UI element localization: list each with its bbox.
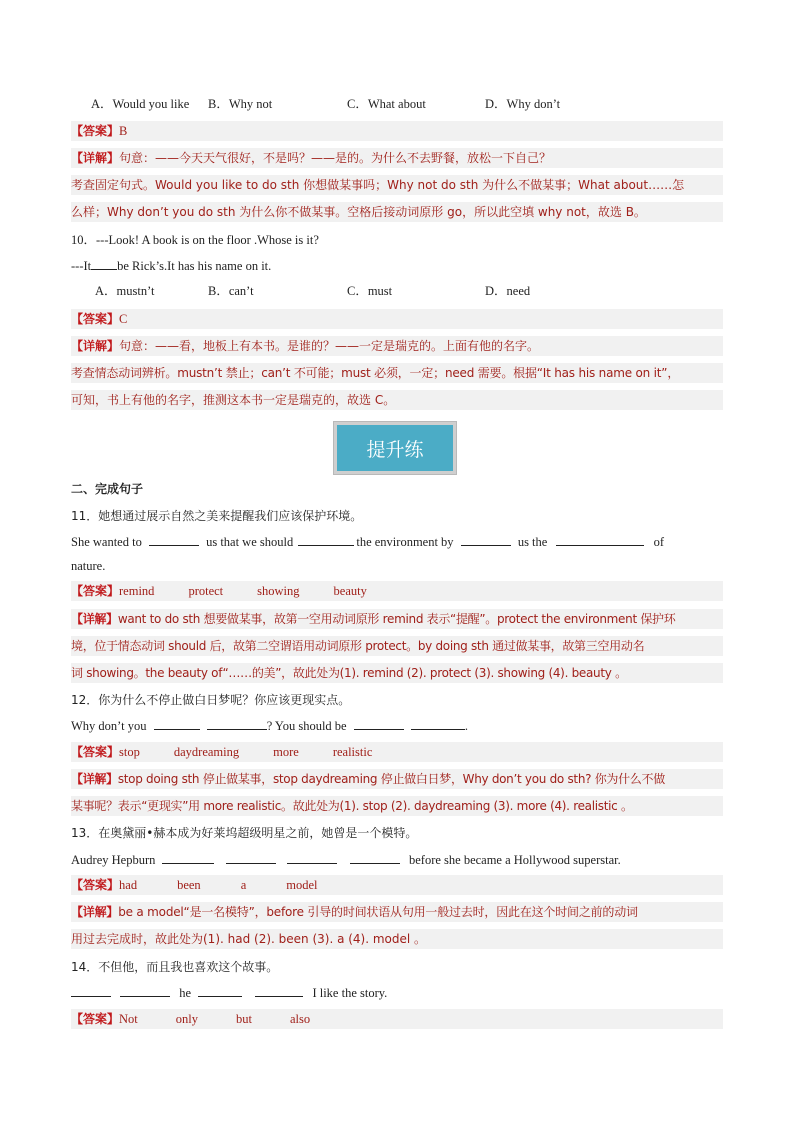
detail-label: 【详解】 (71, 772, 118, 786)
blank (298, 533, 354, 546)
blank (71, 984, 111, 997)
blank (226, 851, 276, 864)
blank (461, 533, 511, 546)
detail-label: 【详解】 (71, 339, 120, 353)
q11-chinese: 11．她想通过展示自然之美来提醒我们应该保护环境。 (71, 509, 363, 523)
detail-label: 【详解】 (71, 151, 120, 165)
q10-detail-1 (71, 336, 723, 356)
q13-chinese: 13．在奥黛丽•赫本成为好莱坞超级明星之前，她曾是一个模特。 (71, 826, 418, 840)
q13-answer (71, 875, 723, 895)
stem-text: Audrey Hepburn (71, 853, 156, 867)
q9-option-b: B．Why not (208, 97, 273, 111)
q11-english-2: nature. (71, 559, 106, 573)
q13-detail-1 (71, 902, 723, 922)
q11-detail-1 (71, 609, 723, 629)
q12-detail-1 (71, 769, 723, 789)
answer-word: beauty (333, 584, 367, 598)
blank (411, 717, 465, 730)
detail-text: be a model“是一名模特”，before 引导的时间状语从句用一般过去时，因此在这个时间之前的动词 (118, 905, 638, 919)
answer-value: C (119, 312, 128, 326)
q12-english (71, 716, 723, 736)
blank (154, 717, 200, 730)
stem-text: I like the story. (312, 986, 388, 1000)
section-heading: 二、完成句子 (71, 482, 144, 496)
q10-stem-1: 10．---Look! A book is on the floor .Whose is it? (71, 233, 319, 247)
blank (162, 851, 214, 864)
answer-word: protect (188, 584, 224, 598)
answer-word: daydreaming (173, 745, 240, 759)
answer-label: 【答案】 (71, 124, 120, 138)
answer-word: had (119, 878, 138, 892)
blank (287, 851, 337, 864)
q10-answer (71, 309, 723, 329)
answer-word: realistic (332, 745, 373, 759)
q11-answer (71, 581, 723, 601)
answer-value: B (119, 124, 128, 138)
answer-word: only (175, 1012, 198, 1026)
q9-option-c: C．What about (347, 97, 426, 111)
q11-detail-3: 词 showing。the beauty of“……的美”，故此处为(1). remind (2). protect (3). showing (4). beauty 。 (71, 663, 723, 683)
blank (149, 533, 199, 546)
stem-text: She wanted to (71, 535, 142, 549)
answer-word: been (177, 878, 201, 892)
stem-text: us that we should (206, 535, 294, 549)
answer-word: showing (257, 584, 300, 598)
q13-detail-2: 用过去完成时，故此处为(1). had (2). been (3). a (4). model 。 (71, 929, 723, 949)
answer-word: also (289, 1012, 311, 1026)
answer-label: 【答案】 (71, 584, 120, 598)
q9-detail-3: 么样；Why don’t you do sth 为什么你不做某事。空格后接动词原形 go，所以此空填 why not，故选 B。 (71, 202, 723, 222)
answer-label: 【答案】 (71, 878, 120, 892)
blank (91, 257, 117, 270)
stem-text: Why don’t you (71, 719, 147, 733)
blank (198, 984, 242, 997)
q12-detail-2: 某事呢？表示“更现实”用 more realistic。故此处为(1). stop (2). daydreaming (3). more (4). realistic 。 (71, 796, 723, 816)
stem-text: be Rick’s.It has his name on it. (117, 259, 272, 273)
detail-text: want to do sth 想要做某事，故第一空用动词原形 remind 表示“提醒”。protect the environment 保护环 (117, 612, 676, 626)
answer-word: a (240, 878, 247, 892)
detail-label: 【详解】 (71, 612, 118, 626)
q9-detail-2: 考查固定句式。Would you like to do sth 你想做某事吗；Why not do sth 为什么不做某事；What about……怎 (71, 175, 723, 195)
q9-option-a: A．Would you like (91, 97, 190, 111)
blank (556, 533, 644, 546)
answer-word: but (236, 1012, 252, 1026)
q10-option-b: B．can’t (208, 284, 254, 298)
answer-word: stop (119, 745, 140, 759)
blank (255, 984, 303, 997)
q9-option-d: D．Why don’t (485, 97, 561, 111)
q12-chinese: 12．你为什么不停止做白日梦呢？你应该更现实点。 (71, 693, 351, 707)
detail-text: stop doing sth 停止做某事，stop daydreaming 停止做白日梦，Why don’t you do sth? 你为什么不做 (117, 772, 665, 786)
q11-english (71, 532, 723, 552)
q14-english (71, 983, 723, 1003)
q10-option-a: A．mustn’t (95, 284, 155, 298)
answer-label: 【答案】 (71, 745, 120, 759)
q14-answer (71, 1009, 723, 1029)
q11-detail-2: 境，位于情态动词 should 后，故第二空谓语用动词原形 protect。by doing sth 通过做某事，故第三空用动名 (71, 636, 723, 656)
q10-detail-2: 考查情态动词辨析。mustn’t 禁止；can’t 不可能；must 必须，一定；need 需要。根据“It has his name on it”， (71, 363, 723, 383)
detail-text: 句意：——看，地板上有本书。是谁的？——一定是瑞克的。上面有他的名字。 (119, 339, 540, 353)
blank (350, 851, 400, 864)
section-banner: 提升练 (334, 422, 456, 474)
stem-text: ? You should be (266, 719, 347, 733)
blank (207, 717, 267, 730)
answer-word: remind (119, 584, 155, 598)
stem-text: us the (517, 535, 548, 549)
stem-text: he (179, 986, 192, 1000)
q10-option-c: C．must (347, 284, 393, 298)
stem-text: of (653, 535, 664, 549)
detail-text: 句意：——今天天气很好，不是吗？——是的。为什么不去野餐，放松一下自己？ (119, 151, 552, 165)
q10-stem-2 (71, 256, 723, 276)
q10-detail-3: 可知，书上有他的名字，推测这本书一定是瑞克的，故选 C。 (71, 390, 723, 410)
q9-detail-1 (71, 148, 723, 168)
answer-word: Not (119, 1012, 138, 1026)
q14-chinese: 14．不但他，而且我也喜欢这个故事。 (71, 960, 279, 974)
answer-label: 【答案】 (71, 312, 120, 326)
answer-word: model (286, 878, 318, 892)
answer-word: more (273, 745, 299, 759)
stem-text: the environment by (356, 535, 454, 549)
blank (120, 984, 170, 997)
q12-answer (71, 742, 723, 762)
q9-answer (71, 121, 723, 141)
blank (354, 717, 404, 730)
answer-label: 【答案】 (71, 1012, 120, 1026)
q10-option-d: D．need (485, 284, 531, 298)
q13-english (71, 850, 723, 870)
stem-text: before she became a Hollywood superstar. (408, 853, 621, 867)
stem-text: . (464, 719, 468, 733)
stem-text: ---It (71, 259, 92, 273)
detail-label: 【详解】 (71, 905, 119, 919)
